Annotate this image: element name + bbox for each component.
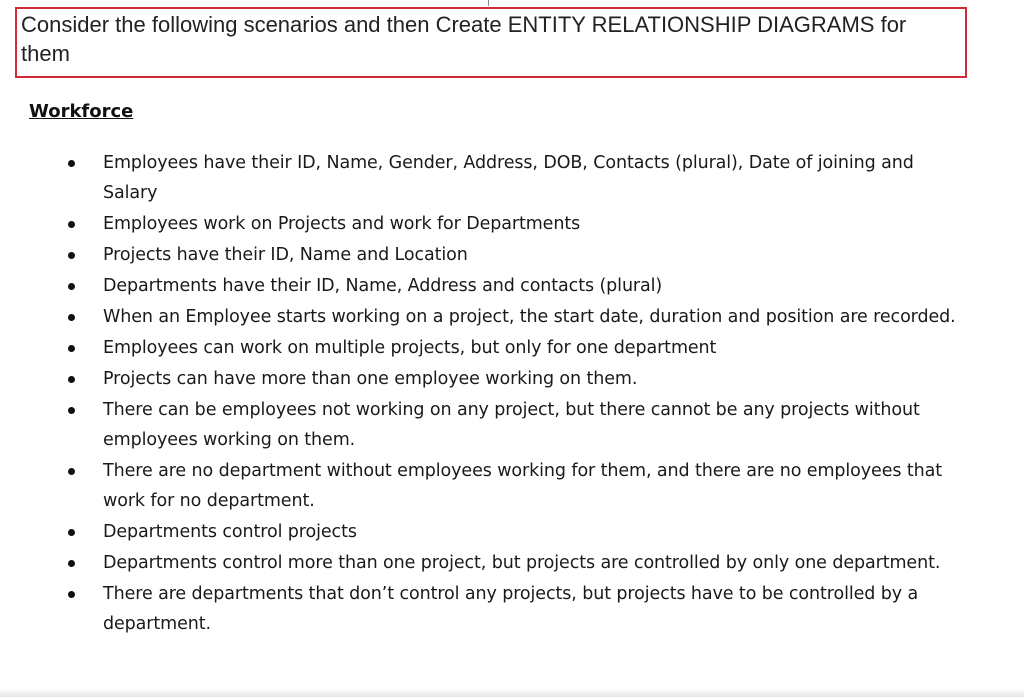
- list-item: [0, 548, 1024, 578]
- bullet-icon: [68, 314, 75, 321]
- list-item-text: Departments control more than one project, but projects are controlled by only one department.: [103, 552, 941, 573]
- prompt-box: [15, 7, 967, 78]
- section-heading: Workforce: [29, 101, 134, 122]
- list-item: [0, 517, 1024, 547]
- list-item: [0, 579, 1024, 640]
- bullet-icon: [68, 345, 75, 352]
- list-item: [0, 333, 1024, 363]
- bullet-icon: [68, 560, 75, 567]
- prompt-text: Consider the following scenarios and then Create ENTITY RELATIONSHIP DIAGRAMS for them: [21, 12, 907, 66]
- list-item: [0, 240, 1024, 270]
- bullet-icon: [68, 468, 75, 475]
- list-item-text: There are no department without employees working for them, and there are no employees that work for no department.: [103, 460, 942, 512]
- list-item-text: When an Employee starts working on a project, the start date, duration and position are recorded.: [103, 306, 956, 327]
- bullet-icon: [68, 252, 75, 259]
- list-item: [0, 271, 1024, 301]
- list-item-text: Departments control projects: [103, 521, 357, 542]
- bullet-icon: [68, 376, 75, 383]
- bullet-icon: [68, 529, 75, 536]
- bullet-icon: [68, 160, 75, 167]
- list-item-text: Departments have their ID, Name, Address and contacts (plural): [103, 275, 663, 296]
- bullet-icon: [68, 407, 75, 414]
- list-item-text: Projects have their ID, Name and Location: [103, 245, 468, 266]
- requirements-list: [0, 148, 1024, 640]
- page-edge-mark: [478, 0, 489, 6]
- bullet-icon: [68, 591, 75, 598]
- list-item-text: Employees work on Projects and work for Departments: [103, 214, 581, 235]
- list-item: [0, 456, 1024, 517]
- list-item: [0, 395, 1024, 456]
- bullet-icon: [68, 221, 75, 228]
- list-item-text: Employees can work on multiple projects, but only for one department: [103, 337, 717, 358]
- list-item: [0, 364, 1024, 394]
- list-item-text: There can be employees not working on any project, but there cannot be any projects without employees working on them.: [103, 399, 920, 450]
- list-item-text: Employees have their ID, Name, Gender, Address, DOB, Contacts (plural), Date of joining and Salary: [103, 153, 914, 204]
- list-item: [0, 302, 1024, 332]
- bottom-shadow: [0, 689, 1024, 697]
- list-item-text: Projects can have more than one employee working on them.: [103, 368, 638, 389]
- list-item-text: There are departments that don’t control any projects, but projects have to be controlled by a department.: [103, 583, 919, 634]
- list-item: [0, 209, 1024, 239]
- list-item: [0, 148, 1024, 209]
- bullet-icon: [68, 283, 75, 290]
